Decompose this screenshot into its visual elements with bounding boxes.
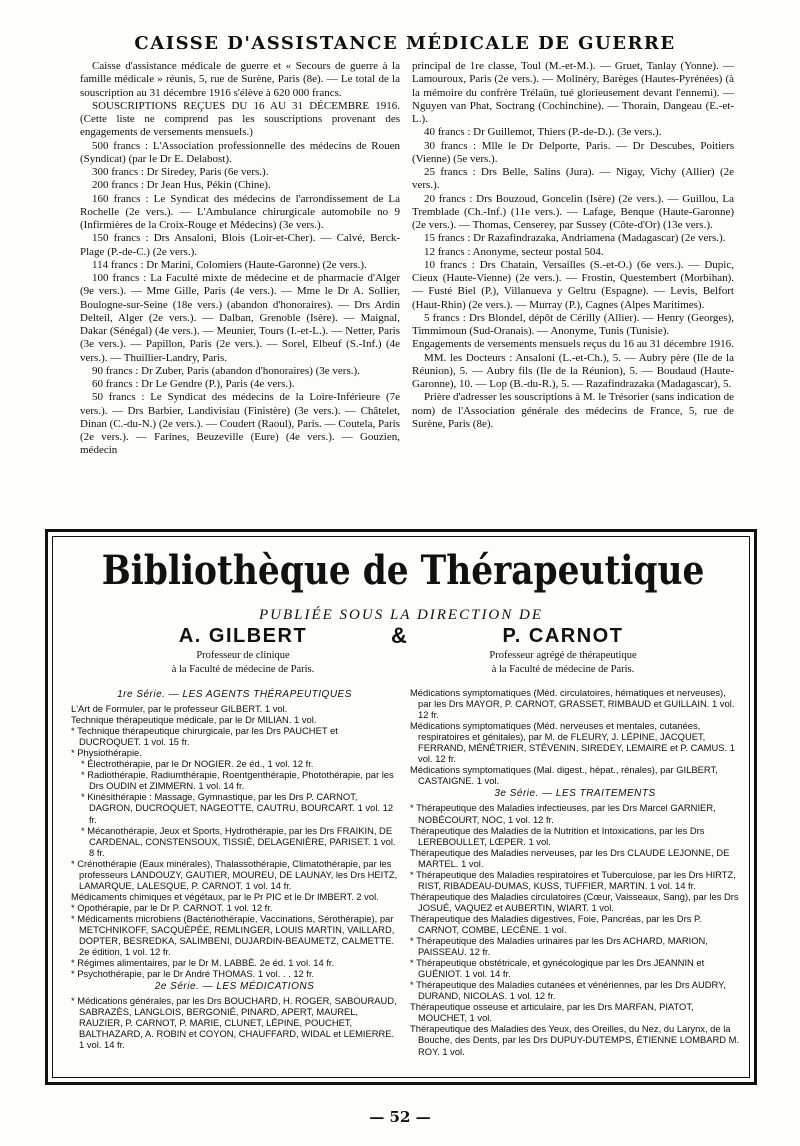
book-entry: Technique thérapeutique médicale, par le Dr MILIAN. 1 vol. [71,714,317,726]
paragraph: 150 francs : Drs Ansaloni, Blois (Loir-et-Cher). — Calvé, Berck-Plage (P.-de-C.) (2e vers.). [80,232,400,258]
book-entry: Thérapeutique des Maladies de la Nutrition et Intoxications, par les Drs LEREBOULLET, LŒPER. 1 vol. [410,824,705,847]
paragraph: 90 francs : Dr Zuber, Paris (abandon d'honoraires) (3e vers.). [92,364,360,377]
paragraph: 200 francs : Dr Jean Hus, Pékin (Chine). [92,179,271,192]
book-entry: * Radiothérapie, Radiumthérapie, Roentgenthérapie, Photothérapie, par les Drs OUDIN et ZIMMERN. 1 vol. 14 fr. [81,769,394,792]
paragraph: 100 francs : La Faculté mixte de médecine et de pharmacie d'Alger (9e vers.). — Mme Gille, Paris (4e vers.). — Mme le Dr A. Sollier, Boulogne-sur-Seine (18e vers.) (abandon d'honoraires). — Drs Ardin Delteil, Alger (2e vers.). — Dalban, Grenoble (Isère). — Maignal, Dakar (Sénégal) (4e vers.). — Meunier, Tours (I.-et-L.). — Netter, Paris (3e vers.). — Papillon, Paris (2e vers.). — Sorel, Elbeuf (S.-Inf.) (4e vers.). — Thuillier-Landry, Paris. [80,272,400,364]
book-entry: * Médications générales, par les Drs BOUCHARD, H. ROGER, SABOURAUD, SABRAZÈS, LANGLOIS, BERGONIÉ, PINARD, APERT, MAUREL, RAUZIER, P. CARNOT, P. MARIE, CLUNET, LÉPINE, POUCHET, BALTHAZARD, A. ROBIN et COYON, CHAUFFARD, WIDAL et LEMIERRE. 1 vol. 14 fr. [71,995,397,1051]
book-entry: * Opothérapie, par le Dr P. CARNOT. 1 vol. 12 fr. [71,901,273,913]
paragraph: principal de 1re classe, Toul (M.-et-M.). — Gruet, Tanlay (Yonne). — Lamouroux, Paris (2e vers.). — Molinéry, Barèges (Hautes-Pyrénées) (à la mémoire du confrère Trélaün, tué glorieusement devant l'ennemi). — Nguyen van Phat, Soctrang (Cochinchine). — Thorain, Dangeau (E.-et-L.). [412,60,734,125]
ad-left-column [71,687,398,1079]
author-carnot [428,625,698,676]
series-heading: 3e Série. — LES TRAITEMENTS [494,788,656,800]
paragraph: 500 francs : L'Association professionnelle des médecins de Rouen (Syndicat) (par le Dr E. Delabost). [80,139,400,165]
series-2-list [71,995,398,1050]
paragraph: 30 francs : Mlle le Dr Delporte, Paris. — Dr Descubes, Poitiers (Vienne) (5e vers.). [412,139,734,165]
paragraph: 5 francs : Drs Blondel, dépôt de Cérilly (Allier). — Henry (Georges), Timmimoun (Sud-Oranais). — Anonyme, Tunis (Tunisie). [412,311,734,337]
book-entry: * Thérapeutique des Maladies cutanées et vénériennes, par les Drs AUDRY, DURAND, NICOLAS. 1 vol. 12 fr. [410,979,726,1002]
paragraph: 20 francs : Drs Bouzoud, Goncelin (Isère) (2e vers.). — Guillou, La Tremblade (Ch.-Inf.) (11e vers.). — Lafage, Benque (Haute-Garonne) (2e vers.). — Thomas, Censerey, par Sussey (Côte-d'Or) (13e vers.). [412,192,734,231]
page-number: — 52 — [369,1108,431,1126]
series-heading: 1re Série. — LES AGENTS THÉRAPEUTIQUES [117,689,352,700]
book-entry: * Thérapeutique des Maladies respiratoires et Tuberculose, par les Drs HIRTZ, RIST, RIBADEAU-DUMAS, KUSS, TUFFIER, MARTIN. 1 vol. 14 fr. [410,868,736,891]
book-entry: * Physiothérapie. [71,747,142,759]
ad-right-column [410,687,740,1079]
page-header: CAISSE D'ASSISTANCE MÉDICALE DE GUERRE [134,33,676,54]
book-entry: Thérapeutique des Maladies nerveuses, par les Drs CLAUDE LEJONNE, DE MARTEL. 1 vol. [410,846,730,869]
ampersand: & [391,623,407,648]
book-entry: Thérapeutique des Maladies circulatoires (Cœur, Vaisseaux, Sang), par les Drs JOSUÉ, VAQUEZ et AUBERTIN, WIART. 1 vol. [410,890,739,913]
book-entry: Médications symptomatiques (Mal. digest., hépat., rénales), par GILBERT, CASTAIGNE. 1 vol. [410,764,718,787]
author-name: P. CARNOT [502,625,624,647]
book-entry: Médications symptomatiques (Méd. nerveuses et mentales, cutanées, respiratoires et génitales), par M. de FLEURY, J. LÉPINE, JACQUET, FERRAND, MÉNÉTRIER, STÉVENIN, SIREDEY, LEMAIRE et P. CAMUS. 1 vol. 12 fr. [410,720,735,765]
book-entry: Thérapeutique des Maladies digestives, Foie, Pancréas, par les Drs P. CARNOT, COMBE, LECÈNE. 1 vol. [410,912,702,935]
paragraph: Caisse d'assistance médicale de guerre et « Secours de guerre à la famille médicale » réunis, 5, rue de Surène, Paris (8e). — Le total de la souscription au 31 décembre 1916 s'élève à 620 000 francs. [80,60,400,99]
book-entry: * Mécanothérapie, Jeux et Sports, Hydrothérapie, par les Drs FRAIKIN, DE CARDENAL, CONSTENSOUX, TISSIÉ, DELAGENIÈRE, PARISET. 1 vol. 8 fr. [81,824,396,858]
author-gilbert [108,625,378,676]
series-heading: 2e Série. — LES MÉDICATIONS [154,981,315,993]
book-entry: Médications symptomatiques (Méd. circulatoires, hématiques et nerveuses), par les Drs MAYOR, P. CARNOT, GRASSET, RIMBAUD et GUILLAIN. 1 vol. 12 fr. [410,687,735,721]
right-column [412,60,734,520]
book-entry: * Thérapeutique obstétricale, et gynécologique par les Drs JEANNIN et GUÉNIOT. 1 vol. 14 fr. [410,957,705,980]
series-2-continued-list [410,687,740,786]
ad-title: Bibliothèque de Thérapeutique [101,547,705,594]
series-3-list [410,802,740,1056]
paragraph: 15 francs : Dr Razafindrazaka, Andriamena (Madagascar) (2e vers.). [424,232,726,245]
author-role: Professeur de clinique [196,650,290,661]
paragraph: 50 francs : Le Syndicat des médecins de la Loire-Inférieure (7e vers.). — Drs Barbier, Landivisiau (Finistère) (3e vers.). — Châtelet, Dinan (C.-du-N.) (2e vers.). — Coudert (Raoul), Paris. — Coutela, Paris (2e vers.). — Farines, Beuzeville (Eure) (4e vers.). — Gouzien, médecin [80,391,400,457]
paragraph: 12 francs : Anonyme, secteur postal 504. [424,245,604,258]
book-entry: * Électrothérapie, par le Dr NOGIER. 2e éd., 1 vol. 12 fr. [81,758,314,770]
paragraph: 10 francs : Drs Chatain, Versailles (S.-et-O.) (6e vers.). — Dupic, Cieux (Haute-Vienne) (2e vers.). — Frostin, Questembert (Morbihan). — Fusté Biel (P.), Villanueva y Geltru (Espagne). — Levis, Belfort (Haut-Rhin) (2e vers.). — Murray (P.), Cagnes (Alpes Maritimes). [412,258,734,311]
book-entry: * Psychothérapie, par le Dr André THOMAS. 1 vol. . . 12 fr. [71,968,315,980]
book-entry: * Technique thérapeutique chirurgicale, par les Drs PAUCHET et DUCROQUET. 1 vol. 15 fr. [71,725,338,748]
paragraph: 114 francs : Dr Marini, Colomiers (Haute-Garonne) (2e vers.). [92,258,367,271]
left-column [80,60,400,520]
book-entry: * Crénothérapie (Eaux minérales), Thalassothérapie, Climatothérapie, par les professeurs LANDOUZY, GAUTIER, MOUREU, DE LAUNAY, les Drs HEITZ, LAMARQUE, LALESQUE, P. CARNOT. 1 vol. 14 fr. [71,857,398,891]
paragraph: Engagements de versements mensuels reçus du 16 au 31 décembre 1916. [412,338,734,351]
paragraph: MM. les Docteurs : Ansaloni (L.-et-Ch.), 5. — Aubry père (Ile de la Réunion), 5. — Aubry fils (Ile de la Réunion), 5. — Boudaud (Haute-Garonne), 10. — Lop (B.-du-R.), 5. — Razafindrazaka (Madagascar), 5. [412,351,734,390]
book-entry: * Médicaments microbiens (Bactériothérapie, Vaccinations, Sérothérapie), par METCHNIKOFF, SACQUÉPÉE, REMLINGER, LOUIS MARTIN, VAILLARD, DOPTER, BESREDKA, SALIMBENI, DUJARDIN-BEAUMETZ, CALMETTE. 2e édition, 1 vol. 12 fr. [71,912,395,958]
author-name: A. GILBERT [178,625,308,647]
author-role: Professeur agrégé de thérapeutique [489,650,637,661]
paragraph: Prière d'adresser les souscriptions à M. le Trésorier (sans indication de nom) de l'Association générale des médecins de France, 5, rue de Surène, Paris (8e). [412,391,734,430]
ad-subtitle: PUBLIÉE SOUS LA DIRECTION DE [258,607,544,623]
paragraph: 300 francs : Dr Siredey, Paris (6e vers.). [92,166,269,178]
paragraph: 160 francs : Le Syndicat des médecins de l'arrondissement de La Rochelle (2e vers.). — L'Ambulance chirurgicale automobile no 9 (Infirmières de la Croix-Rouge et Médecins) (3e vers.). [80,192,400,231]
advertisement-box [45,529,757,1085]
paragraph: 25 francs : Drs Belle, Salins (Jura). — Nigay, Vichy (Allier) (2e vers.). [412,166,734,192]
series-1-list [71,703,398,979]
book-entry: Thérapeutique des Maladies des Yeux, des Oreilles, du Nez, du Larynx, de la Bouche, des Dents, par les Drs DUPUY-DUTEMPS, ÉTIENNE LOMBARD M. ROY. 1 vol. [410,1023,740,1057]
book-entry: * Kinésithérapie : Massage, Gymnastique, par les Drs P. CARNOT, DAGRON, DUCROQUET, NAGEOTTE, CAUTRU, BOURCART. 1 vol. 12 fr. [81,791,394,825]
paragraph: 40 francs : Dr Guillemot, Thiers (P.-de-D.). (3e vers.). [424,126,662,139]
author-role: à la Faculté de médecine de Paris. [171,664,315,675]
book-entry: * Thérapeutique des Maladies urinaires par les Drs ACHARD, MARION, PAISSEAU. 12 fr. [410,935,708,958]
book-entry: * Régimes alimentaires, par le Dr M. LABBÉ. 2e éd. 1 vol. 14 fr. [71,957,335,969]
book-entry: L'Art de Formuler, par le professeur GILBERT. 1 vol. [71,703,288,715]
paragraph: SOUSCRIPTIONS REÇUES DU 16 AU 31 DÉCEMBRE 1916. (Cette liste ne comprend pas les souscriptions provenant des engagements de versements mensuels.) [80,99,400,139]
book-entry: Médicaments chimiques et végétaux, par le Pr PIC et le Dr IMBERT. 2 vol. [71,890,379,902]
book-entry: * Thérapeutique des Maladies infectieuses, par les Drs Marcel GARNIER, NOBÉCOURT, NOC, 1 vol. 12 fr. [410,802,716,825]
book-entry: Thérapeutique osseuse et articulaire, par les Drs MARFAN, PIATOT, MOUCHET, 1 vol. [410,1001,694,1024]
advertisement-inner-border [52,536,750,1078]
author-role: à la Faculté de médecine de Paris. [491,664,635,675]
paragraph: 60 francs : Dr Le Gendre (P.), Paris (4e vers.). [92,378,295,390]
